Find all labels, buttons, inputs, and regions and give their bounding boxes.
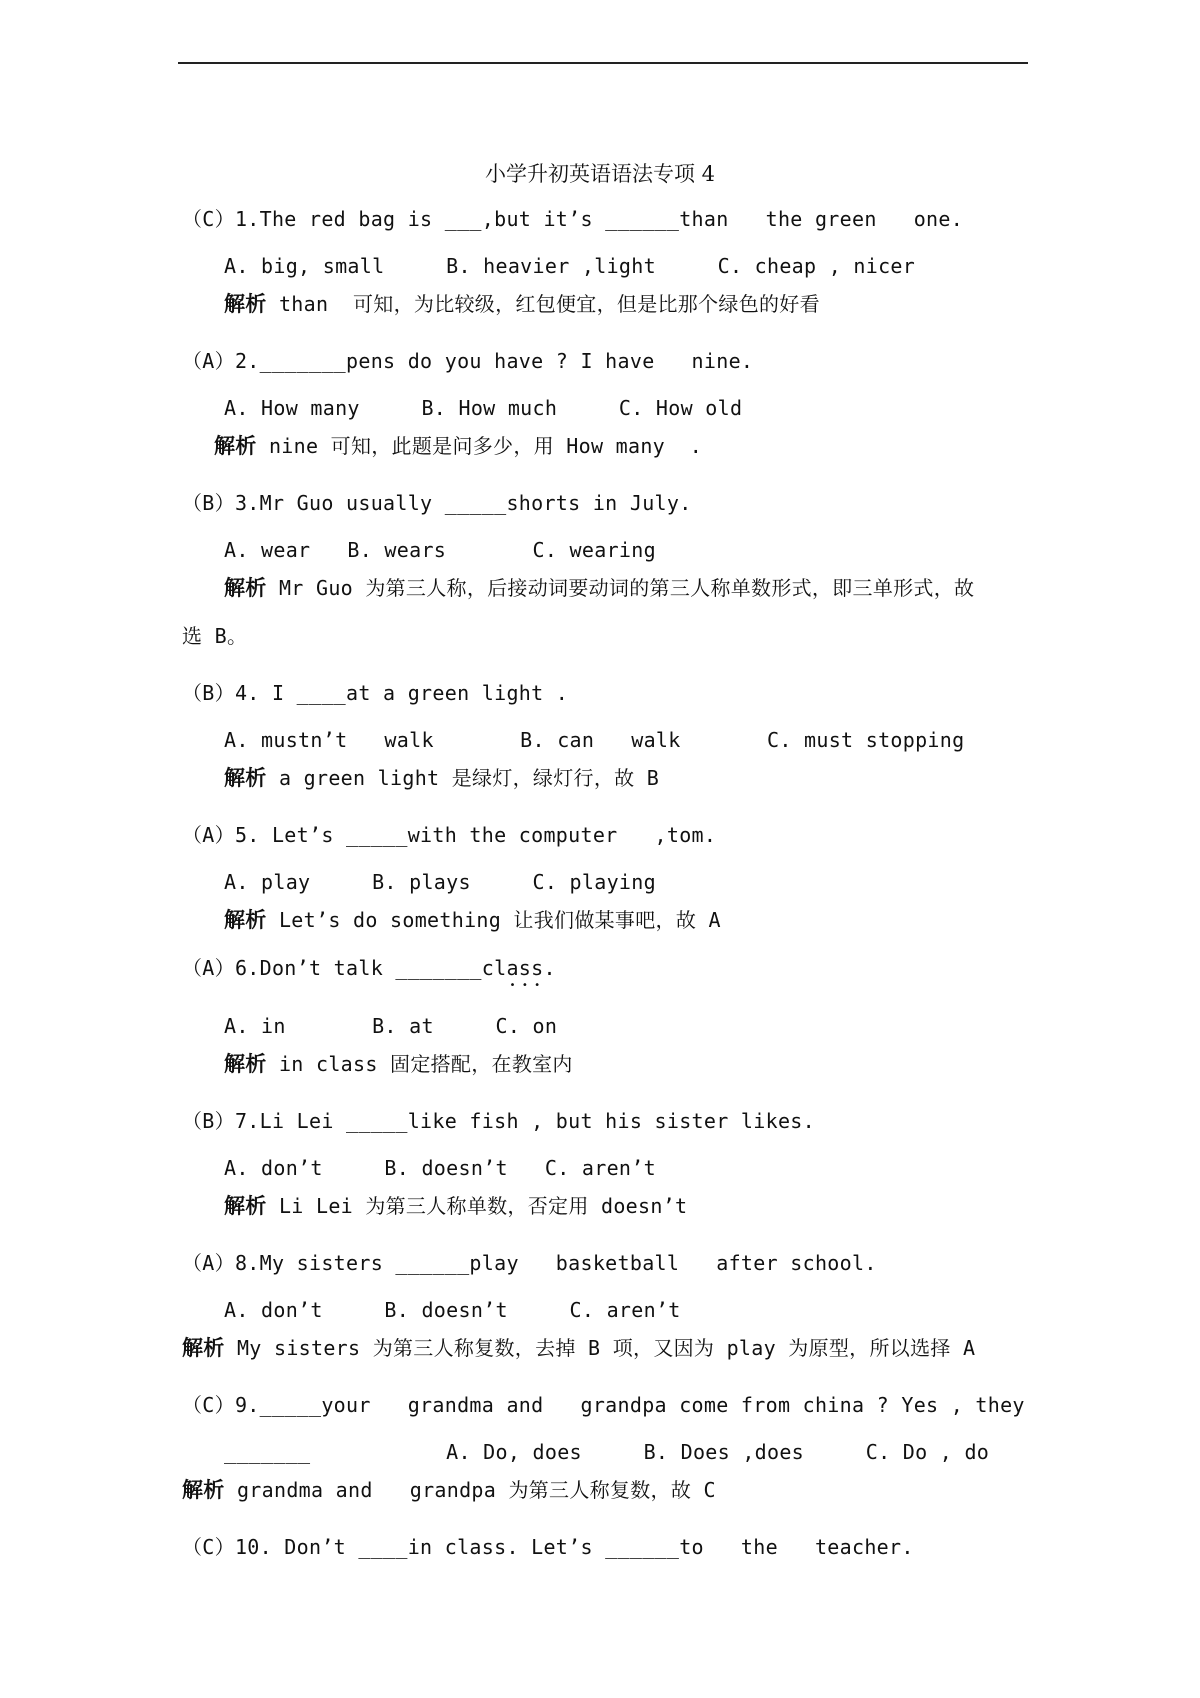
page-title: 小学升初英语语法专项 4 xyxy=(484,162,716,186)
analysis-label: 解析 xyxy=(224,766,267,790)
analysis-label: 解析 xyxy=(214,434,257,458)
question-3-analysis-cont: 选 B。 xyxy=(182,624,248,648)
analysis-text: My sisters 为第三人称复数，去掉 B 项，又因为 play 为原型，所以选择 A xyxy=(224,1336,976,1360)
question-10-stem: （C）10. Don’t ____in class. Let’s ______to the teacher. xyxy=(182,1535,914,1559)
question-4-options: A. mustn’t walk B. can walk C. must stopping xyxy=(224,728,965,752)
stem-text-c: . xyxy=(543,956,556,980)
question-5-analysis xyxy=(224,907,721,933)
analysis-label: 解析 xyxy=(224,576,267,600)
question-3-stem: （B）3.Mr Guo usually _____shorts in July. xyxy=(182,491,692,515)
analysis-label: 解析 xyxy=(182,1478,225,1502)
analysis-text: nine 可知，此题是问多少，用 How many . xyxy=(256,434,703,458)
question-6-stem xyxy=(182,955,556,991)
question-7-stem: （B）7.Li Lei _____like fish , but his sister likes. xyxy=(182,1109,815,1133)
question-2-stem: （A）2._______pens do you have ? I have nine. xyxy=(182,349,754,373)
analysis-label: 解析 xyxy=(224,1194,267,1218)
question-5-options: A. play B. plays C. playing xyxy=(224,870,656,894)
analysis-text: Mr Guo 为第三人称，后接动词要动词的第三人称单数形式，即三单形式，故 xyxy=(266,576,975,600)
emphasized-word: ass xyxy=(506,956,544,980)
analysis-label: 解析 xyxy=(224,292,267,316)
question-1-stem: （C）1.The red bag is ___,but it’s ______than the green one. xyxy=(182,207,964,231)
question-4-analysis xyxy=(224,765,659,791)
analysis-text: than 可知，为比较级，红包便宜，但是比那个绿色的好看 xyxy=(266,292,820,316)
analysis-text: in class 固定搭配，在教室内 xyxy=(266,1052,573,1076)
question-9-options: _______ A. Do, does B. Does ,does C. Do , do xyxy=(224,1440,990,1464)
question-1-options: A. big, small B. heavier ,light C. cheap , nicer xyxy=(224,254,916,278)
question-1-analysis xyxy=(224,291,820,317)
analysis-text: grandma and grandpa 为第三人称复数，故 C xyxy=(224,1478,716,1502)
question-3-options: A. wear B. wears C. wearing xyxy=(224,538,656,562)
question-6-analysis xyxy=(224,1051,573,1077)
analysis-label: 解析 xyxy=(182,1336,225,1360)
analysis-label: 解析 xyxy=(224,1052,267,1076)
question-8-analysis xyxy=(182,1335,975,1361)
analysis-label: 解析 xyxy=(224,908,267,932)
question-2-options: A. How many B. How much C. How old xyxy=(224,396,743,420)
question-9-stem: （C）9._____your grandma and grandpa come from china ? Yes , they xyxy=(182,1393,1025,1417)
stem-text: （A）6.Don’t talk _______ xyxy=(182,956,482,980)
question-7-analysis xyxy=(224,1193,687,1219)
stem-text-b: cl xyxy=(481,956,507,980)
question-8-options: A. don’t B. doesn’t C. aren’t xyxy=(224,1298,681,1322)
question-3-analysis xyxy=(224,575,974,601)
question-7-options: A. don’t B. doesn’t C. aren’t xyxy=(224,1156,656,1180)
analysis-text: Li Lei 为第三人称单数，否定用 doesn’t xyxy=(266,1194,688,1218)
question-9-analysis xyxy=(182,1477,716,1503)
header-rule xyxy=(178,62,1028,64)
question-5-stem: （A）5. Let’s _____with the computer ,tom. xyxy=(182,823,717,847)
question-2-analysis xyxy=(214,433,702,459)
analysis-text: a green light 是绿灯，绿灯行，故 B xyxy=(266,766,660,790)
question-8-stem: （A）8.My sisters ______play basketball after school. xyxy=(182,1251,877,1275)
question-4-stem: （B）4. I ____at a green light . xyxy=(182,681,569,705)
question-6-options: A. in B. at C. on xyxy=(224,1014,558,1038)
analysis-text: Let’s do something 让我们做某事吧，故 A xyxy=(266,908,721,932)
